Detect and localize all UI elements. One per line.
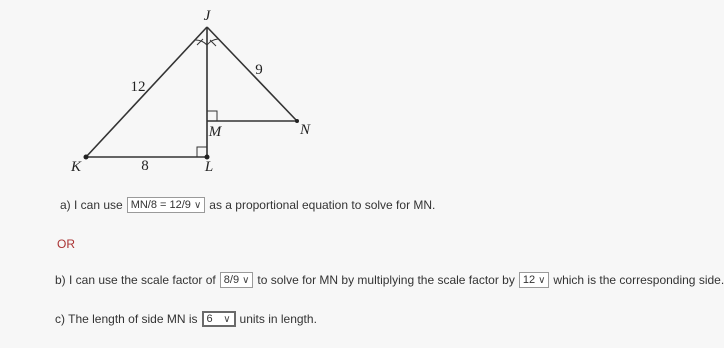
part-b-select1-value: 8/9 (223, 274, 240, 286)
part-b-row (55, 272, 724, 288)
side-jn (207, 27, 297, 121)
part-c-suffix: units in length. (239, 312, 317, 326)
part-c-length-select[interactable] (202, 311, 236, 327)
vertex-dot-n (295, 119, 299, 123)
part-b-scale-factor-select[interactable] (220, 272, 254, 288)
chevron-down-icon: ∨ (538, 274, 546, 286)
length-label-jk: 12 (130, 79, 146, 95)
vertex-dot-k (84, 155, 89, 160)
chevron-down-icon: ∨ (242, 274, 250, 286)
vertex-label-m: M (208, 124, 222, 140)
right-angle-marker-m (207, 111, 217, 121)
or-label: OR (57, 237, 75, 251)
part-c-prefix: c) The length of side MN is (55, 312, 198, 326)
part-b-select2-value: 12 (522, 274, 536, 286)
part-b-suffix: which is the corresponding side. (553, 273, 724, 287)
part-a-equation-select[interactable] (127, 197, 206, 213)
chevron-down-icon: ∨ (223, 313, 231, 325)
part-a-prefix: a) I can use (60, 198, 123, 212)
part-b-side-select[interactable] (519, 272, 550, 288)
vertex-label-k: K (70, 159, 82, 175)
vertex-label-n: N (299, 122, 311, 138)
part-a-row (60, 197, 435, 213)
vertex-label-l: L (204, 159, 214, 175)
part-c-select-value: 6 (206, 313, 213, 325)
length-label-kl: 8 (141, 158, 149, 174)
part-b-prefix: b) I can use the scale factor of (55, 273, 216, 287)
chevron-down-icon: ∨ (193, 199, 202, 211)
length-label-jn: 9 (255, 62, 263, 78)
part-a-suffix: as a proportional equation to solve for MN. (209, 198, 436, 212)
part-a-select-value: MN/8 = 12/9 (130, 199, 191, 211)
angle-tick-right (210, 40, 216, 46)
part-b-middle: to solve for MN by multiplying the scale factor by (257, 273, 515, 287)
side-jk (86, 27, 207, 157)
part-c-row (55, 311, 317, 327)
vertex-label-j: J (203, 8, 211, 24)
